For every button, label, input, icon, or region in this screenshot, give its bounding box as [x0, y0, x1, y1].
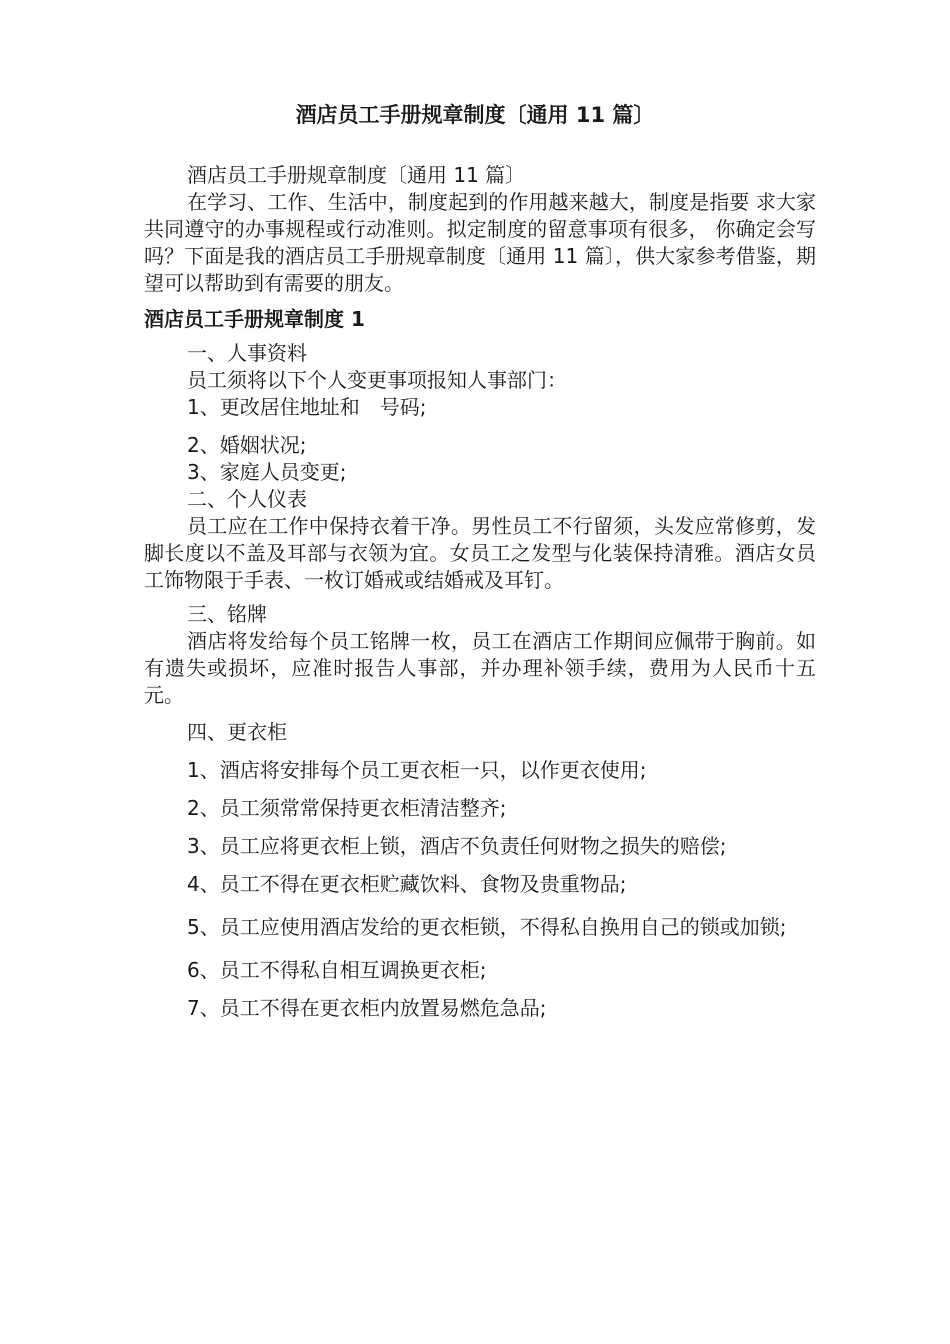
list-item: 3、员工应将更衣柜上锁，酒店不负责任何财物之损失的赔偿;	[187, 834, 727, 858]
list-item: 6、员工不得私自相互调换更衣柜;	[187, 958, 487, 982]
list-item: 3、家庭人员变更;	[187, 460, 347, 484]
personnel-heading: 一、人事资料	[187, 341, 307, 365]
document-body	[144, 162, 816, 1022]
list-item: 1、酒店将安排每个员工更衣柜一只，以作更衣使用;	[187, 758, 647, 782]
document-title: 酒店员工手册规章制度〔通用 11 篇〕	[295, 103, 655, 127]
section-heading: 酒店员工手册规章制度 1	[144, 307, 365, 331]
list-item: 4、员工不得在更衣柜贮藏饮料、食物及贵重物品;	[187, 872, 627, 896]
intro-paragraph: 在学习、工作、生活中，制度起到的作用越来越大，制度是指要 求大家共同遵守的办事规程或行动准则。拟定制度的留意事项有很多， 你确定会写吗？下面是我的酒店员工手册规章制度〔通用 11 篇〕，供大家参考借鉴，期望可以帮助到有需要的朋友。	[144, 190, 816, 295]
appearance-heading: 二、个人仪表	[187, 487, 307, 511]
subtitle: 酒店员工手册规章制度〔通用 11 篇〕	[187, 163, 526, 187]
list-item: 7、员工不得在更衣柜内放置易燃危急品;	[187, 996, 547, 1020]
appearance-paragraph: 员工应在工作中保持衣着干净。男性员工不行留须，头发应常修剪，发脚长度以不盖及耳部与衣领为宜。女员工之发型与化装保持清雅。酒店女员工饰物限于手表、一枚订婚戒或结婚戒及耳钉。	[144, 514, 816, 592]
personnel-lead: 员工须将以下个人变更事项报知人事部门：	[187, 368, 567, 392]
list-item: 2、婚姻状况;	[187, 433, 307, 457]
nameplate-heading: 三、铭牌	[187, 602, 267, 626]
nameplate-paragraph: 酒店将发给每个员工铭牌一枚，员工在酒店工作期间应佩带于胸前。如有遗失或损坏，应准时报告人事部，并办理补领手续，费用为人民币十五元。	[144, 629, 816, 707]
locker-heading: 四、更衣柜	[187, 720, 287, 744]
list-item: 1、更改居住地址和 号码;	[187, 395, 427, 419]
list-item: 5、员工应使用酒店发给的更衣柜锁，不得私自换用自己的锁或加锁;	[187, 915, 787, 939]
list-item: 2、员工须常常保持更衣柜清洁整齐;	[187, 796, 507, 820]
